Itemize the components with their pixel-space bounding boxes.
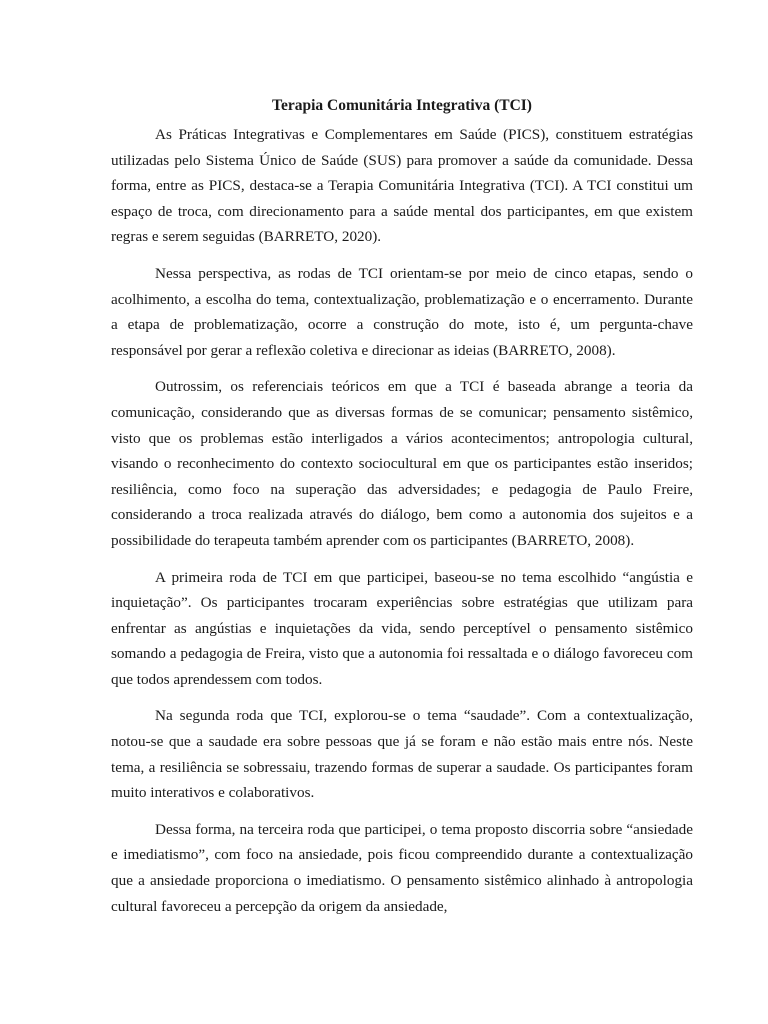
paragraph-tci-stages: Nessa perspectiva, as rodas de TCI orientam-se por meio de cinco etapas, sendo o acolhimento, a escolha do tema, contextualização, problematização e o encerramento. Durante a etapa de problematização, ocorre a construção do mote, isto é, um pergunta-chave responsável por gerar a reflexão coletiva e direcionar as ideias (BARRETO, 2008). — [111, 264, 693, 359]
paragraph-second-session: Na segunda roda que TCI, explorou-se o tema “saudade”. Com a contextualização, notou-se que a saudade era sobre pessoas que já se foram e não estão mais entre nós. Neste tema, a resiliência se sobressaiu, trazendo formas de superar a saudade. Os participantes foram muito interativos e colaborativos. — [111, 707, 693, 802]
document-title: Terapia Comunitária Integrativa (TCI) — [272, 97, 532, 114]
document-page — [111, 93, 693, 930]
paragraph-pics-intro: As Práticas Integrativas e Complementares em Saúde (PICS), constituem estratégias utilizadas pelo Sistema Único de Saúde (SUS) para promover a saúde da comunidade. Dessa forma, entre as PICS, destaca-se a Terapia Comunitária Integrativa (TCI). A TCI constitui um espaço de troca, com direcionamento para a saúde mental dos participantes, em que existem regras e serem seguidas (BARRETO, 2020). — [111, 126, 693, 246]
paragraph-first-session: A primeira roda de TCI em que participei, baseou-se no tema escolhido “angústia e inquietação”. Os participantes trocaram experiências sobre estratégias que utilizam para enfrentar as angústias e inquietações da vida, sendo perceptível o pensamento sistêmico somando a pedagogia de Freira, visto que a autonomia foi ressaltada e o diálogo favoreceu com que todos aprendessem com todos. — [111, 568, 693, 688]
paragraph-theoretical-references: Outrossim, os referenciais teóricos em que a TCI é baseada abrange a teoria da comunicação, considerando que as diversas formas de se comunicar; pensamento sistêmico, visto que os problemas estão interligados a vários acontecimentos; antropologia cultural, visando o reconhecimento do contexto sociocultural em que os participantes estão inseridos; resiliência, como foco na superação das adversidades; e pedagogia de Paulo Freire, considerando a troca realizada através do diálogo, bem como a autonomia dos sujeitos e a possibilidade do terapeuta também aprender com os participantes (BARRETO, 2008). — [111, 378, 693, 549]
paragraph-third-session: Dessa forma, na terceira roda que participei, o tema proposto discorria sobre “ansiedade e imediatismo”, com foco na ansiedade, pois ficou compreendido durante a contextualização que a ansiedade proporciona o imediatismo. O pensamento sistêmico alinhado à antropologia cultural favoreceu a percepção da origem da ansiedade, — [111, 820, 693, 915]
